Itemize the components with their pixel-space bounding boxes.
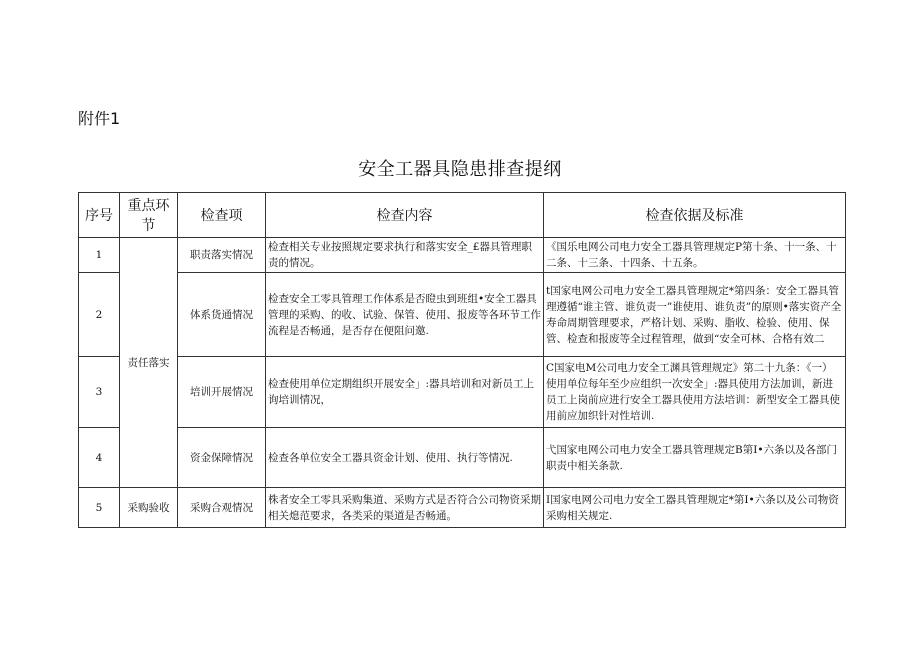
inspection-outline-table [78, 192, 846, 528]
header-basis: 检查依据及标准 [544, 193, 846, 238]
table-row [79, 273, 846, 357]
table-row [79, 357, 846, 428]
row-number: 3 [79, 357, 120, 428]
row-number: 2 [79, 273, 120, 357]
table-row [79, 488, 846, 528]
annex-label: 附件1 [78, 109, 121, 128]
check-item: 资金保障情况 [178, 428, 266, 488]
check-basis: I国家电网公司电力安全工器具管理规定*第I•六条以及公司物资采购相关规定. [544, 488, 846, 528]
check-item: 采购合观情况 [178, 488, 266, 528]
table-row [79, 238, 846, 273]
section-responsibility: 责任落实 [120, 238, 178, 488]
header-item: 检查项 [178, 193, 266, 238]
document-title: 安全工器具隐患排查提纲 [358, 159, 562, 180]
check-item: 职责落实情况 [178, 238, 266, 273]
header-content: 检查内容 [266, 193, 544, 238]
check-basis: t国家电网公司电力安全工器具管理规定*第四条：安全工器具管理遵循“谁主管、谁负责一”谁使用、谁负责”的原则•落实资产全寿命周期管理要求，严格计划、采购、脂收、检验、使用、保管、检查和报废等全过程管理，做到“安全可林、合格有效二 [544, 273, 846, 357]
header-no: 序号 [79, 193, 120, 238]
check-content: 检查相关专业按照规定要求执行和落实安全_£器具管理职责的情况。 [266, 238, 544, 273]
check-content: 检查使用单位定期组织开展安全」:器具培训和对新员工上询培训情况， [266, 357, 544, 428]
header-section: 重点环节 [120, 193, 178, 238]
row-number: 4 [79, 428, 120, 488]
check-content: 株者安全工零具采购集道、采购方式是否符合公司物资采期相关熄范要求，各类采的渠道是否畅通。 [266, 488, 544, 528]
check-basis: 弋国家电网公司电力安全工器具管理规定B第I•六条以及各部门职责中相关条款. [544, 428, 846, 488]
check-item: 培训开展情况 [178, 357, 266, 428]
check-content: 检查安全工零具管理工作体系是否瞪虫到班组•安全工器具管理的采购、的收、试验、保管、使用、报废等各环节工作流程是否畅通，是否存在便阻问邀. [266, 273, 544, 357]
row-number: 1 [79, 238, 120, 273]
check-basis: 《国乐电网公司电力安全工器具管理规定P第十条、十一条、十二条、十三条、十四条、十五条。 [544, 238, 846, 273]
table-header-row [79, 193, 846, 238]
section-procurement: 采购验收 [120, 488, 178, 528]
row-number: 5 [79, 488, 120, 528]
table-row [79, 428, 846, 488]
check-content: 检查各单位安全工器具资金计划、使用、执行等情况. [266, 428, 544, 488]
check-item: 体系货通情况 [178, 273, 266, 357]
check-basis: C国家电M公司电力安全工渊具管理规定》第二十九条：《一）使用单位每年至少应组织一次安全」:器具使用方法加训，新进员工上岗前应进行安全工器具使用方法培训：新型安全工器具使用前应加织针对性培训. [544, 357, 846, 428]
